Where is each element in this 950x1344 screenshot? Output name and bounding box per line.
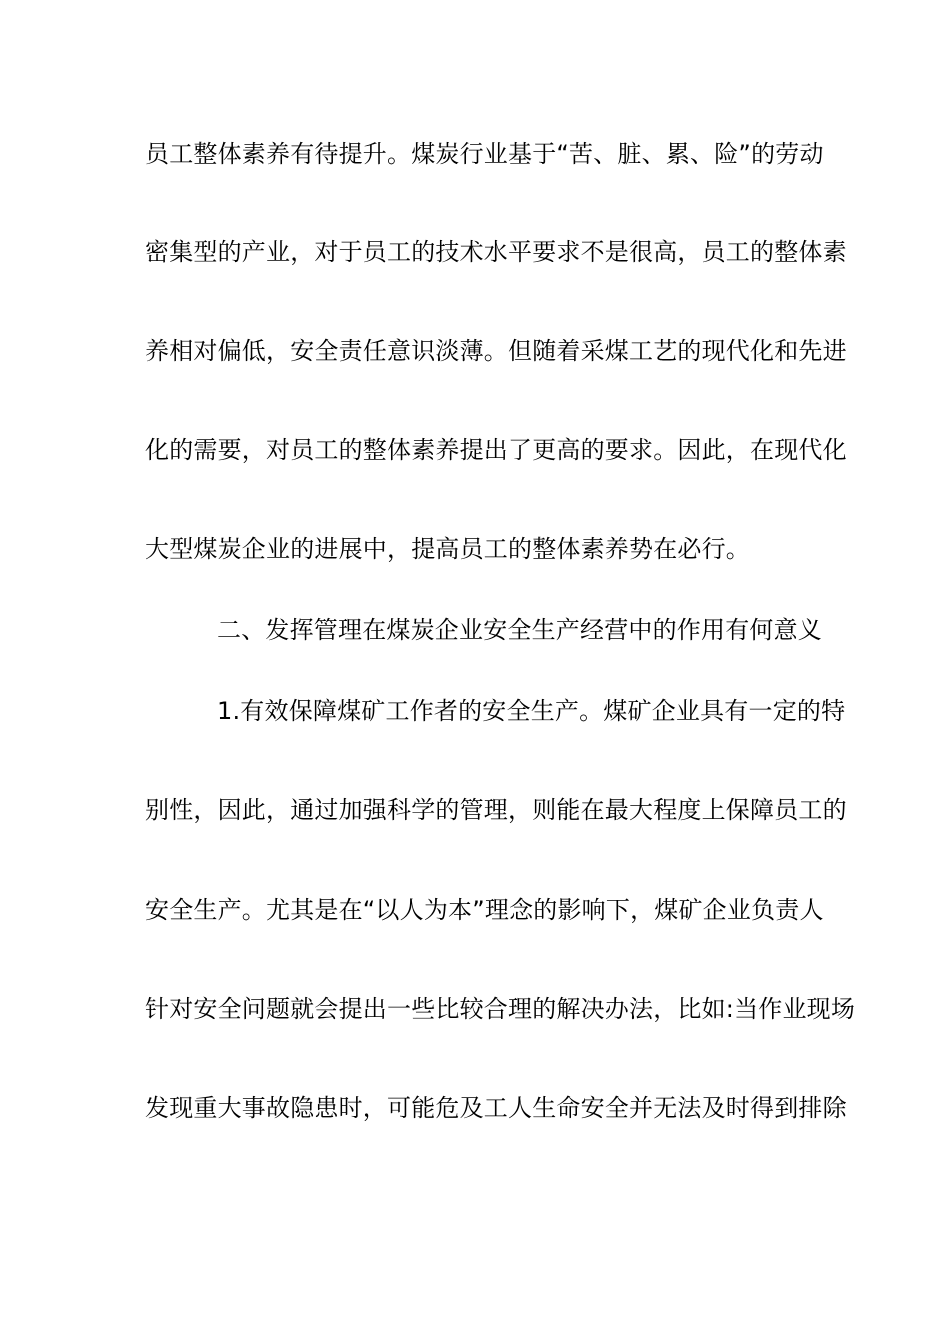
paragraph-line: 针对安全问题就会提出一些比较合理的解决办法，比如:当作业现场 [145, 995, 856, 1023]
section-heading: 二、发挥管理在煤炭企业安全生产经营中的作用有何意义 [217, 616, 822, 644]
paragraph-line: 养相对偏低，安全责任意识淡薄。但随着采煤工艺的现代化和先进 [145, 337, 847, 365]
paragraph-line: 化的需要，对员工的整体素养提出了更高的要求。因此，在现代化 [145, 436, 847, 464]
paragraph-line: 密集型的产业，对于员工的技术水平要求不是很高，员工的整体素 [145, 238, 847, 266]
paragraph-line-last: 大型煤炭企业的进展中，提高员工的整体素养势在必行。 [145, 535, 750, 563]
paragraph-line: 别性，因此，通过加强科学的管理，则能在最大程度上保障员工的 [145, 796, 847, 824]
paragraph-line: 员工整体素养有待提升。煤炭行业基于“苦、脏、累、险”的劳动 [145, 140, 824, 168]
paragraph-line: 发现重大事故隐患时，可能危及工人生命安全并无法及时得到排除 [145, 1094, 847, 1122]
list-item-first-line: 1.有效保障煤矿工作者的安全生产。煤矿企业具有一定的特 [217, 697, 846, 725]
paragraph-line: 安全生产。尤其是在“以人为本”理念的影响下，煤矿企业负责人 [145, 896, 824, 924]
